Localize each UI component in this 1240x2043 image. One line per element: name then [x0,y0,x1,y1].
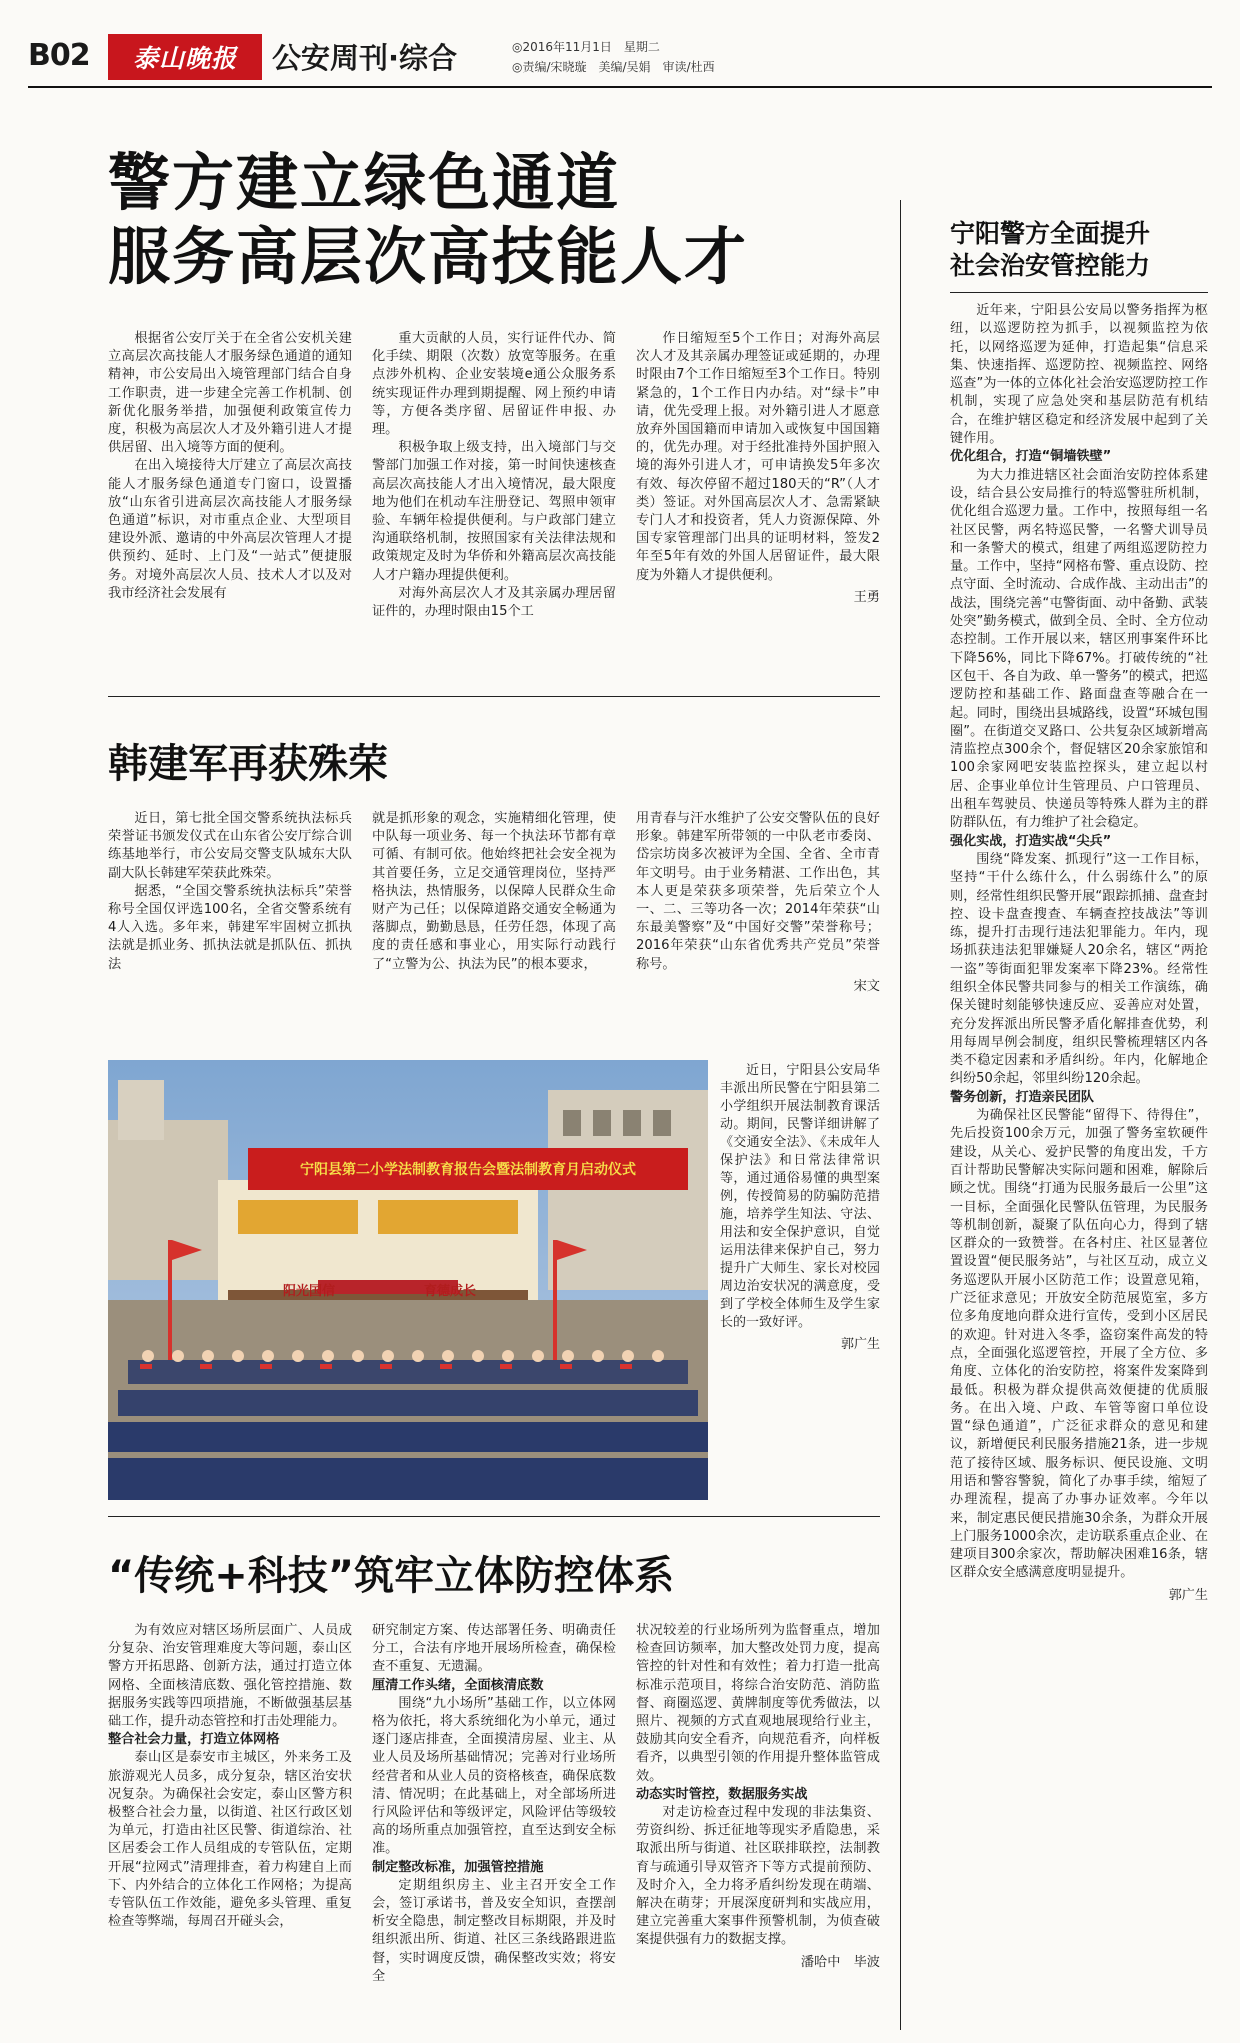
article2-column-2 [372,810,616,1040]
news-photo [108,1060,708,1500]
subheading: 优化组合，打造“铜墙铁壁” [950,449,1112,465]
article2-column-3 [636,810,880,1040]
article1-headline-line1: 警方建立绿色通道 [108,146,621,219]
paragraph: 围绕“九小场所”基础工作，以立体网格为依托，将大系统细化为小单元，通过逐门逐店排查，全面摸清房屋、业主、从业人员及场所基础情况；完善对行业场所经营者和从业人员的资格核查，确保底数清、情况明；在此基础上，对全部场所进行风险评估和等级评定，风险评估等级较高的场所重点加强管控，直至达到安全标准。 [372,1695,616,1857]
subheading: 厘清工作头绪，全面核清底数 [372,1677,544,1693]
divider [108,696,880,697]
paragraph: 泰山区是泰安市主城区，外来务工及旅游观光人员多，成分复杂，辖区治安状况复杂。为确保社会安定，泰山区警方积极整合社会力量，以街道、社区行政区划为单元，打造由社区民警、街道综治、社区居委会工作人员组成的专管队伍，定期开展“拉网式”清理排查，着力构建自上而下、内外结合的立体化工作网格；为提高专管队伍工作效能，避免多头管理、重复检查等弊端，每周召开碰头会， [108,1750,352,1930]
subheading: 动态实时管控，数据服务实战 [636,1786,808,1802]
byline: 王勇 [853,589,880,605]
date-line: ◎2016年11月1日 星期二 [512,40,660,54]
paragraph: 研究制定方案、传达部署任务、明确责任分工，合法有序地开展场所检查，确保检查不重复、无遗漏。 [372,1623,616,1675]
paragraph: 用青春与汗水维护了公安交警队伍的良好形象。韩建军所带领的一中队老市委岗、岱宗坊岗多次被评为全国、全省、全市青年文明号。由于业务精湛、工作出色，其本人更是荣获多项荣誉，先后荣立个人一、二、三等功各一次；2014年荣获“山东最美警察”及“中国好交警”荣誉称号；2016年荣获“山东省优秀共产党员”荣誉称号。 [636,811,880,972]
page-number: B02 [28,38,90,73]
article3-column-2 [372,1622,616,2022]
paragraph: 围绕“降发案、抓现行”这一工作目标，坚持“干什么练什么，什么弱练什么”的原则，经常性组织民警开展“跟踪抓捕、盘查封控、设卡盘查搜查、车辆查控技战法”等训练，提升打击现行违法犯罪能力。年内，现场抓获违法犯罪嫌疑人20余名，辖区“两抢一盗”等街面犯罪发案率下降23%。经常性组织全体民警共同参与的相关工作演练，确保关键时刻能够快速反应、妥善应对处置，充分发挥派出所民警矛盾化解排查优势，利用每周早例会制度，组织民警梳理辖区内各类不稳定因素和矛盾纠纷。年内，化解地企纠纷50余起，邻里纠纷120余起。 [950,851,1208,1087]
article1-column-3 [636,330,880,680]
section-title: 公安周刊·综合 [272,41,458,75]
paragraph: 定期组织房主、业主召开安全工作会，签订承诺书，普及安全知识，查摆剖析安全隐患，制定整改目标期限，并及时组织派出所、街道、社区三条线路跟进监督，实时调度反馈，确保整改实效；将安全 [372,1877,616,1984]
subheading: 制定整改标准，加强管控措施 [372,1859,544,1875]
article1-column-2 [372,330,616,680]
paragraph: 为确保社区民警能“留得下、待得住”，先后投资100余万元，加强了警务室软硬件建设，从关心、爱护民警的角度出发，千方百计帮助民警解决实际问题和困难，解除后顾之忧。围绕“打通为民服务最后一公里”这一目标，全面强化民警队伍管理，为民服务等机制创新，凝聚了队伍向心力，得到了辖区群众的一致赞誉。在各村庄、社区显著位置设置“便民服务站”，与社区互动，成立义务巡逻队开展小区防范工作；设置意见箱，广泛征求意见；开放安全防范展览室，多方位多角度地向群众进行宣传，受到小区居民的欢迎。针对进入冬季，盗窃案件高发的特点，全面强化巡逻管控，开展了全方位、多角度、立体化的治安防控，将案件发案降到最低。积极为群众提供高效便捷的优质服务。在出入境、户政、车管等窗口单位设置“绿色通道”，广泛征求群众的意见和建议，新增便民利民服务措施21条，进一步规范了接待区域、服务标识、便民设施、文明用语和警容警貌，简化了办事手续，缩短了办理流程，提高了办事办证效率。今年以来，制定惠民便民措施30余条，为群众开展上门服务1000余次，走访联系重点企业、在建项目300余家次，帮助解决困难16条，辖区群众安全感满意度明显提升。 [950,1108,1208,1581]
subheading: 强化实战，打造实战“尖兵” [950,833,1112,849]
paragraph: 积极争取上级支持，出入境部门与交警部门加强工作对接，第一时间快速核查高层次高技能人才出入境情况，最大限度地为他们在机动车注册登记、驾照申领审验、车辆年检提供便利。与户政部门建立沟通联络机制，按照国家有关法律法规和政策规定及时为华侨和外籍高层次高技能人才户籍办理提供便利。 [372,440,616,583]
sidebar-headline-line2: 社会治安管控能力 [950,251,1151,280]
paragraph: 对走访检查过程中发现的非法集资、劳资纠纷、拆迁征地等现实矛盾隐患，采取派出所与街道、社区联排联控，法制教育与疏通引导双管齐下等方式提前预防、及时介入，全力将矛盾纠纷发现在萌端、解决在萌芽；开展深度研判和实战应用，建立完善重大案事件预警机制，为侦查破案提供强有力的数据支撑。 [636,1805,880,1948]
paragraph: 状况较差的行业场所列为监督重点，增加检查回访频率，加大整改处罚力度，提高管控的针对性和有效性；着力打造一批高标准示范项目，将综合治安防范、消防监督、商圈巡逻、黄牌制度等优秀做法，以照片、视频的方式直观地展现给行业主，鼓励其向安全看齐，向规范看齐，向样板看齐，以典型引领的作用提升整体监管成效。 [636,1623,880,1784]
paragraph: 据悉，“全国交警系统执法标兵”荣誉称号全国仅评选100名，全省交警系统有4人入选。多年来，韩建军牢固树立抓执法就是抓业务、抓执法就是抓队伍、抓执法 [108,883,352,972]
paragraph: 近年来，宁阳县公安局以警务指挥为枢纽，以巡逻防控为抓手，以视频监控为依托，以网络巡逻为延伸，打造起集“信息采集、快速指挥、巡逻防控、视频监控、网络巡查”为一体的立体化社会治安巡逻防控工作机制，实现了应急处突和基层防范有机结合，在维护辖区稳定和经济发展中起到了关键作用。 [950,303,1208,447]
article2-headline: 韩建军再获殊荣 [108,741,388,787]
paragraph: 为大力推进辖区社会面治安防控体系建设，结合县公安局推行的特巡警驻所机制，优化组合巡逻力量。工作中，按照每组一名社区民警，两名特巡民警，一名警犬训导员和一条警犬的模式，组建了两组巡逻防控力量。工作中，坚持“网格布警、重点设防、控点守面、全时流动、合成作战、主动出击”的战法，围绕完善“屯警街面、动中备勤、武装处突”勤务模式，做到全员、全时、全方位动态控制。工作开展以来，辖区刑事案件环比下降56%，同比下降67%。打破传统的“社区包干、各自为政、单一警务”的模式，把巡逻防控和基础工作、路面盘查等融合在一起。同时，围绕出县城路线，设置“环城包围圈”。在街道交叉路口、公共复杂区域新增高清监控点300余个，督促辖区20余家旅馆和100余家网吧安装监控探头，建立起以村居、企事业单位计生管理员、户口管理员、出租车驾驶员、快递员等特殊人群为主的群防群队伍，有力维护了社会稳定。 [950,467,1208,831]
subheading: 警务创新，打造亲民团队 [950,1089,1095,1105]
subheading: 整合社会力量，打造立体网格 [108,1732,280,1748]
article3-headline: “传统+科技”筑牢立体防控体系 [108,1553,675,1599]
column-separator [900,200,901,2030]
article1-column-1 [108,330,352,680]
paragraph: 为有效应对辖区场所层面广、人员成分复杂、治安管理难度大等问题，泰山区警方开拓思路、创新方法，通过打造立体网格、全面核清底数、强化管控措施、数据服务实践等四项措施，不断做强基层基础工作，提升动态管控和打击处理能力。 [108,1623,352,1730]
byline: 郭广生 [840,1337,880,1352]
paragraph: 对海外高层次人才及其亲属办理居留证件的，办理时限由15个工 [372,585,616,620]
sidebar-headline-line1: 宁阳警方全面提升 [950,219,1151,248]
event-banner: 宁阳县第二小学法制教育报告会暨法制教育月启动仪式 [248,1148,688,1190]
byline: 宋文 [853,978,880,994]
paragraph: 根据省公安厅关于在全省公安机关建立高层次高技能人才服务绿色通道的通知精神，市公安局出入境管理部门结合自身工作职责，进一步建全完善工作机制、创新优化服务举措，加强便利政策宣传力度，积极为高层次人才及外籍引进人才提供居留、出入境等方面的便利。 [108,331,352,456]
paragraph: 在出入境接待大厅建立了高层次高技能人才服务绿色通道专门窗口，设置播放“山东省引进高层次高技能人才服务绿色通道”标识，对市重点企业、大型项目建设外派、邀请的中外高层次管理人才提供预约、延时、上门及“一站式”便捷服务。对境外高层次人员、技术人才以及对我市经济社会发展有 [108,458,352,601]
sidebar-column [950,302,1208,2027]
divider [950,292,1208,293]
stage-sign [238,1200,358,1234]
byline: 潘哈中 毕波 [800,1954,880,1970]
byline: 郭广生 [1168,1587,1208,1603]
newspaper-logo: 泰山晚报 [108,34,262,80]
stage-sign [378,1200,518,1234]
article2-column-1 [108,810,352,1040]
paragraph: 作日缩短至5个工作日；对海外高层次人才及其亲属办理签证或延期的，办理时限由7个工作日缩短至3个工作日。特别紧急的，1个工作日内办结。对“绿卡”申请，优先受理上报。对外籍引进人才愿意放弃外国国籍而申请加入或恢复中国国籍的，优先办理。对于经批准持外国护照入境的海外引进人才，可申请换发5年多次有效、每次停留不超过180天的“R”（人才类）签证。对外国高层次人才、急需紧缺专门人才和投资者，凭人力资源保障、外国专家管理部门出具的证明材料，签发2年至5年有效的外国人居留证件，最大限度为外籍人才提供便利。 [636,331,880,583]
article3-column-1 [108,1622,352,2022]
paragraph: 就是抓形象的观念，实施精细化管理，使中队每一项业务、每一个执法环节都有章可循、有制可依。他始终把社会安全视为其首要任务，立足交通管理岗位，坚持严格执法，热情服务，以保障人民群众生命财产为己任；以保障道路交通安全畅通为落脚点，勤勤恳恳，任劳任怨，体现了高度的责任感和事业心，用实际行动践行了“立警为公、执法为民”的根本要求， [372,811,616,972]
building-tower [118,1080,164,1140]
stage-sign-text: 阳光国信 [282,1284,335,1299]
paragraph: 近日，第七批全国交警系统执法标兵荣誉证书颁发仪式在山东省公安厅综合训练基地举行，市公安局交警支队城东大队副大队长韩建军荣获此殊荣。 [108,811,352,881]
paragraph: 近日，宁阳县公安局华丰派出所民警在宁阳县第二小学组织开展法制教育课活动。期间，民警详细讲解了《交通安全法》、《未成年人保护法》和日常法律常识等，通过通俗易懂的典型案例，传授简易的防骗防范措施，培养学生知法、守法、用法和安全保护意识，自觉运用法律来保护自己，努力提升广大师生、家长对校园周边治安状况的满意度，受到了学校全体师生及学生家长的一致好评。 [720,1063,880,1330]
stage-sign-text: 育德成长 [423,1284,476,1299]
photo-caption [720,1062,880,1502]
editor-line: ◎责编/宋晓璇 美编/吴娟 审读/杜西 [512,60,715,74]
divider [108,1516,880,1517]
paragraph: 重大贡献的人员，实行证件代办、简化手续、期限（次数）放宽等服务。在重点涉外机构、企业安装境e通公众服务系统实现证件办理到期提醒、网上预约申请等，方便各类序留、居留证件申报、办理。 [372,331,616,438]
article3-column-3 [636,1622,880,2022]
article1-headline-line2: 服务高层次高技能人才 [108,220,749,293]
masthead-rule [28,86,1212,88]
